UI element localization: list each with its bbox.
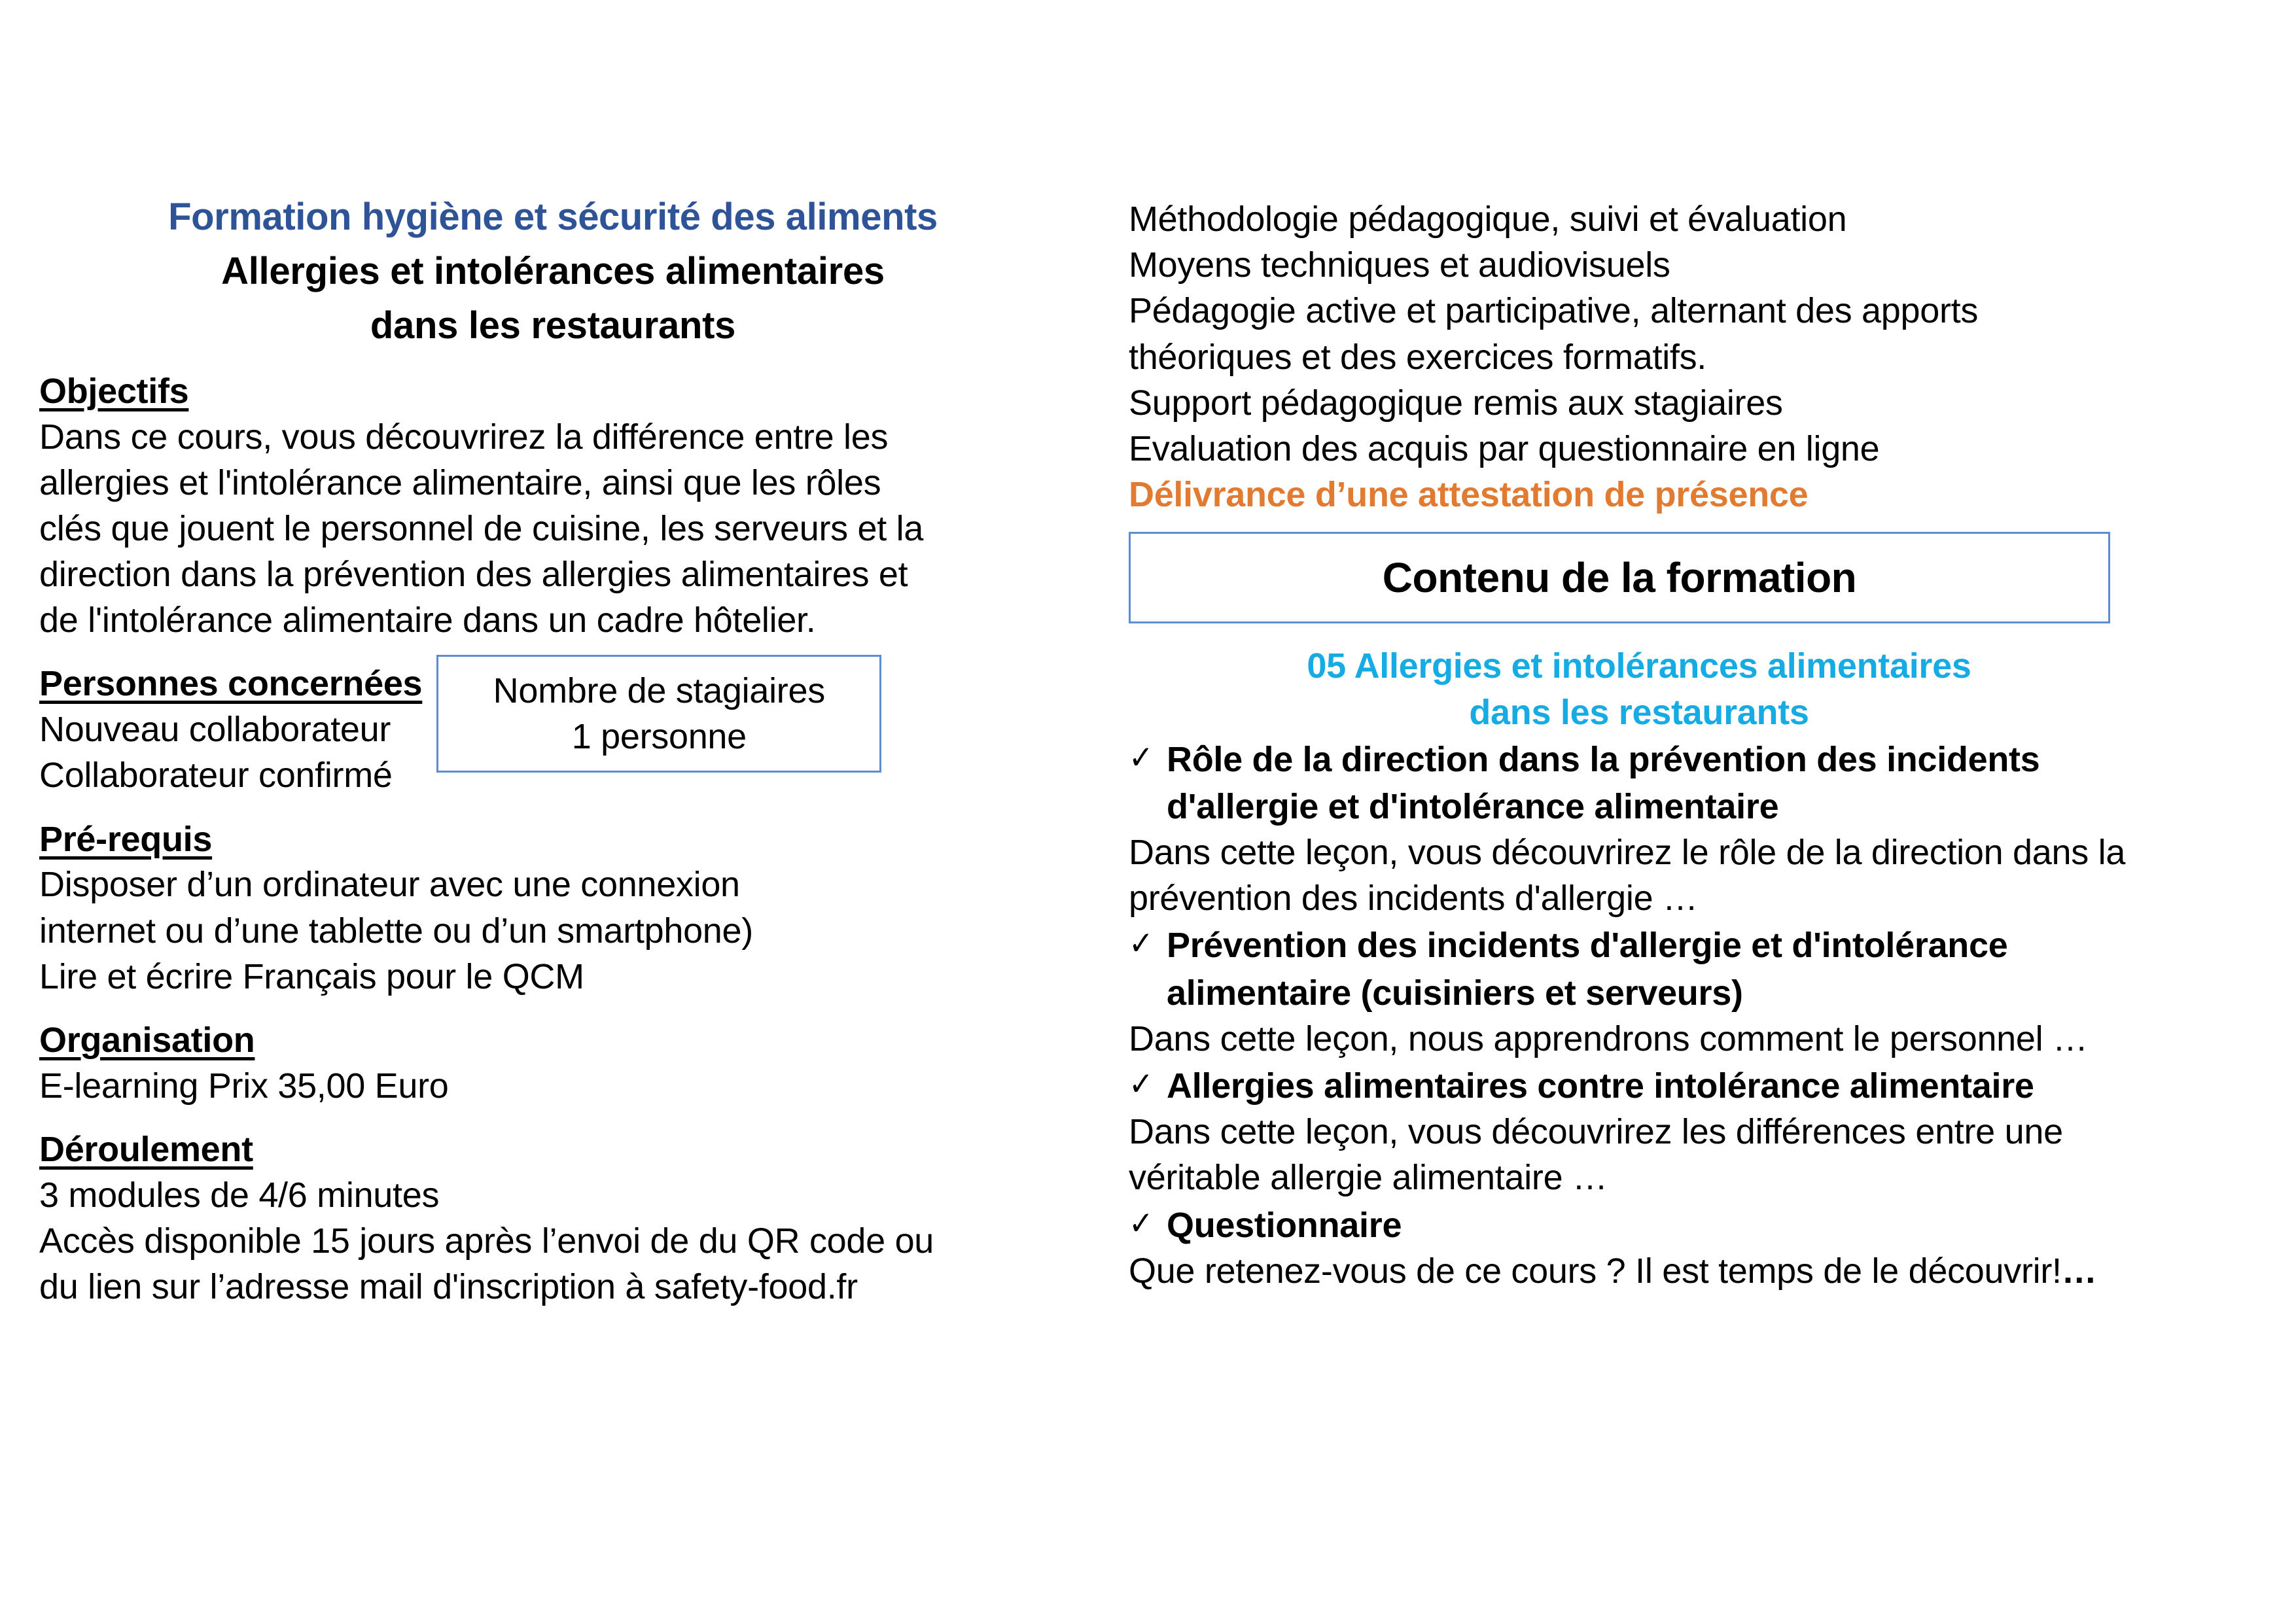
- lesson-desc-line: [1129, 1248, 2238, 1294]
- objectifs-line: Dans ce cours, vous découvrirez la différence entre les: [39, 417, 889, 457]
- objectifs-line: allergies et l'intolérance alimentaire, ainsi que les rôles: [39, 462, 881, 502]
- prerequis-line: internet ou d’une tablette ou d’un smartphone): [39, 911, 753, 951]
- deroulement-heading: Déroulement: [39, 1129, 253, 1169]
- lesson-desc-line: prévention des incidents d'allergie …: [1129, 879, 1698, 918]
- lesson-desc-line: Dans cette leçon, vous découvrirez les différences entre une: [1129, 1112, 2063, 1152]
- personnes-line: Collaborateur confirmé: [39, 756, 393, 795]
- module-title-line2: dans les restaurants: [1469, 692, 1809, 732]
- lesson-desc-line: Dans cette leçon, vous découvrirez le rôle de la direction dans la: [1129, 833, 2126, 873]
- organisation-line: E-learning Prix 35,00 Euro: [39, 1066, 449, 1106]
- page-title: Formation hygiène et sécurité des aliments: [168, 196, 938, 238]
- lesson-desc-text: Que retenez-vous de ce cours ? Il est temps de le découvrir!: [1129, 1251, 2062, 1291]
- stagiaires-label: Nombre de stagiaires: [493, 671, 825, 711]
- personnes-heading: Personnes concernées: [39, 664, 423, 704]
- lesson-desc-line: véritable allergie alimentaire …: [1129, 1158, 1608, 1198]
- check-icon: ✓: [1129, 925, 1154, 962]
- section-methodologie: [1129, 196, 2238, 517]
- lesson-desc-ellipsis: …: [2061, 1251, 2097, 1291]
- lesson-bullet-line1: Questionnaire: [1167, 1205, 1402, 1245]
- objectifs-line: direction dans la prévention des allergies alimentaires et: [39, 555, 908, 595]
- lesson-bullet: [1129, 922, 2238, 968]
- lesson-item: [1129, 737, 2238, 922]
- section-organisation: [39, 1019, 1067, 1109]
- lesson-bullet: [1129, 737, 2238, 782]
- personnes-line: Nouveau collaborateur: [39, 710, 391, 750]
- check-icon: ✓: [1129, 1066, 1154, 1102]
- prerequis-line: Lire et écrire Français pour le QCM: [39, 956, 584, 996]
- methodologie-line: Support pédagogique remis aux stagiaires: [1129, 383, 1783, 423]
- section-deroulement: [39, 1128, 1067, 1310]
- methodologie-line: Moyens techniques et audiovisuels: [1129, 245, 1670, 285]
- lesson-bullet-line1: Allergies alimentaires contre intolérance alimentaire: [1167, 1066, 2034, 1106]
- objectifs-heading: Objectifs: [39, 371, 189, 411]
- right-column: [1086, 196, 2238, 1623]
- section-personnes-concernees: [39, 643, 1067, 798]
- check-icon: ✓: [1129, 1204, 1154, 1242]
- lesson-bullet: [1129, 1063, 2238, 1109]
- page-subtitle-line2: dans les restaurants: [370, 304, 736, 347]
- training-header: [39, 196, 1067, 351]
- lesson-desc-line: Dans cette leçon, nous apprendrons comment le personnel …: [1129, 1019, 2088, 1058]
- nombre-de-stagiaires-box: [436, 655, 881, 773]
- check-icon: ✓: [1129, 739, 1154, 776]
- lesson-bullet-line2: alimentaire (cuisiniers et serveurs): [1167, 973, 1743, 1013]
- attestation-line: Délivrance d’une attestation de présence: [1129, 475, 1809, 515]
- section-prerequis: [39, 818, 1067, 1000]
- deroulement-line: du lien sur l’adresse mail d'inscription à safety-food.fr: [39, 1267, 858, 1307]
- page-subtitle-line1: Allergies et intolérances alimentaires: [221, 249, 885, 292]
- personnes-text-block: [39, 643, 422, 798]
- objectifs-line: de l'intolérance alimentaire dans un cadre hôtelier.: [39, 601, 816, 640]
- lesson-item: [1129, 1202, 2238, 1294]
- methodologie-line: Méthodologie pédagogique, suivi et évaluation: [1129, 200, 1847, 239]
- left-column: [39, 196, 1086, 1623]
- deroulement-line: Accès disponible 15 jours après l’envoi de du QR code ou: [39, 1221, 934, 1261]
- lesson-bullet-line1: Prévention des incidents d'allergie et d'intolérance: [1167, 926, 2008, 966]
- contenu-box-label: Contenu de la formation: [1382, 554, 1857, 602]
- methodologie-line: Evaluation des acquis par questionnaire en ligne: [1129, 428, 1880, 468]
- lesson-bullet-cont: [1129, 970, 2238, 1016]
- lesson-bullet: [1129, 1202, 2238, 1248]
- page-subtitle: [39, 247, 1067, 351]
- prerequis-heading: Pré-requis: [39, 819, 213, 859]
- lesson-bullet-line1: Rôle de la direction dans la prévention des incidents: [1167, 739, 2040, 779]
- lesson-item: [1129, 922, 2238, 1062]
- section-objectifs: [39, 370, 1067, 644]
- lesson-bullet-line2: d'allergie et d'intolérance alimentaire: [1167, 786, 1779, 826]
- methodologie-line: Pédagogie active et participative, alternant des apports: [1129, 291, 1979, 331]
- stagiaires-value: 1 personne: [571, 717, 747, 757]
- lesson-bullet-cont: [1129, 784, 2238, 829]
- prerequis-line: Disposer d’un ordinateur avec une connexion: [39, 865, 740, 905]
- methodologie-line: théoriques et des exercices formatifs.: [1129, 337, 1707, 377]
- lesson-item: [1129, 1063, 2238, 1201]
- module-title-line1: 05 Allergies et intolérances alimentaires: [1307, 646, 1971, 686]
- objectifs-line: clés que jouent le personnel de cuisine, les serveurs et la: [39, 508, 924, 548]
- organisation-heading: Organisation: [39, 1021, 255, 1060]
- deroulement-line: 3 modules de 4/6 minutes: [39, 1175, 440, 1215]
- contenu-de-la-formation-box: [1129, 532, 2110, 623]
- module-title: [1129, 643, 2149, 735]
